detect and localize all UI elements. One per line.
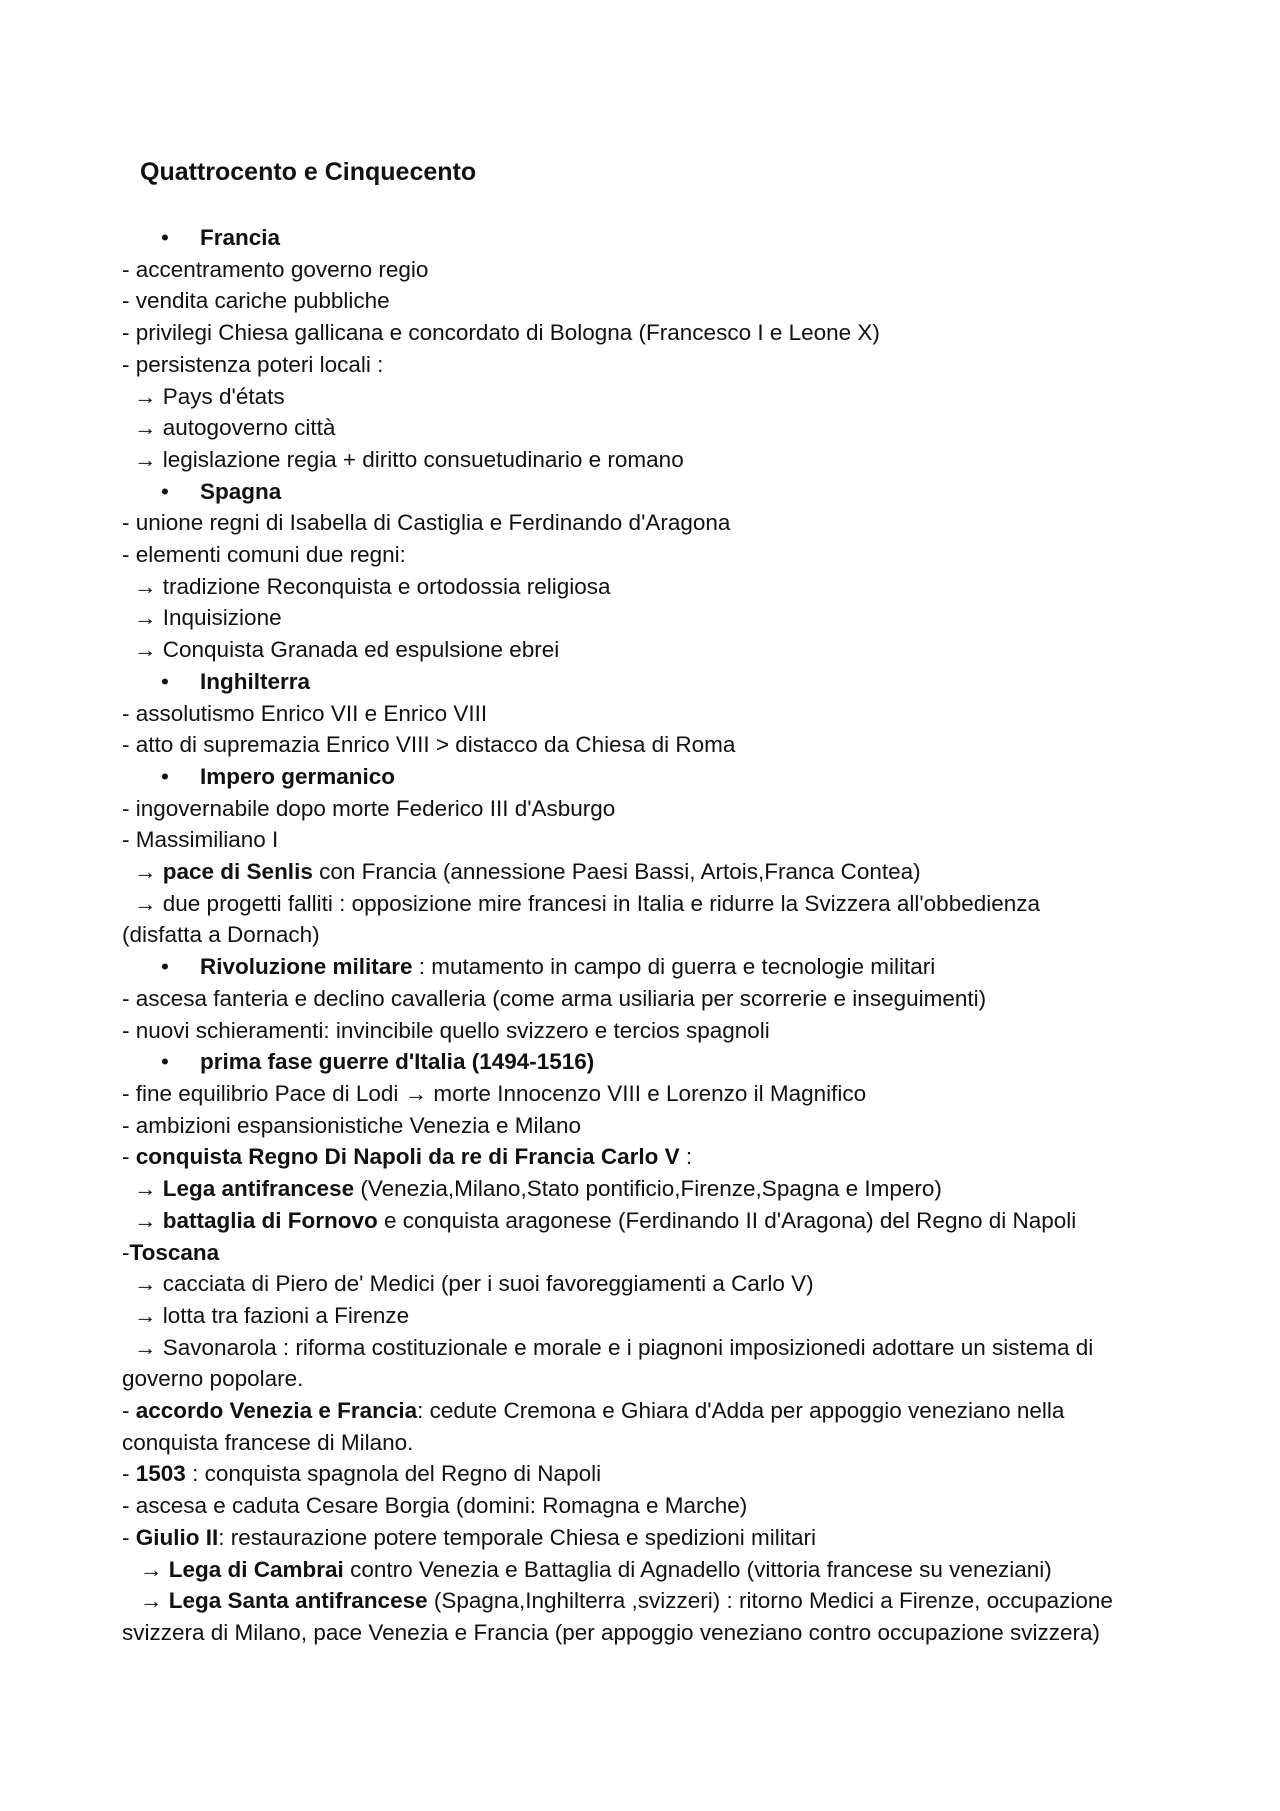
- list-item: - Massimiliano I: [122, 827, 279, 853]
- list-item: - assolutismo Enrico VII e Enrico VIII: [122, 700, 488, 726]
- arrow-icon: →: [140, 1556, 163, 1582]
- section-heading-spagna: • Spagna: [122, 476, 1162, 508]
- arrow-item: → Inquisizione: [134, 605, 282, 631]
- arrow-item: → Savonarola : riforma costituzionale e morale e i piagnoni imposizionedi adottare un sistema di governo popolare.: [122, 1334, 1094, 1392]
- list-item: - privilegi Chiesa gallicana e concordato di Bologna (Francesco I e Leone X): [122, 320, 880, 346]
- arrow-icon: →: [140, 1588, 163, 1614]
- arrow-icon: →: [134, 1302, 157, 1328]
- arrow-item: → battaglia di Fornovo e conquista aragonese (Ferdinando II d'Aragona) del Regno di Napoli: [134, 1207, 1077, 1233]
- list-item: - conquista Regno Di Napoli da re di Francia Carlo V :: [122, 1144, 693, 1170]
- list-item: - 1503 : conquista spagnola del Regno di Napoli: [122, 1461, 602, 1487]
- bullet-icon: •: [161, 1049, 169, 1075]
- arrow-item: → autogoverno città: [134, 415, 336, 441]
- list-item: - Giulio II: restaurazione potere temporale Chiesa e spedizioni militari: [122, 1524, 817, 1550]
- arrow-icon: →: [134, 1271, 157, 1297]
- arrow-icon: →: [134, 415, 157, 441]
- list-item: - ascesa fanteria e declino cavalleria (come arma usiliaria per scorrerie e inseguimenti): [122, 985, 987, 1011]
- arrow-icon: →: [134, 637, 157, 663]
- bullet-icon: •: [161, 225, 169, 250]
- page-title: Quattrocento e Cinquecento: [140, 158, 477, 186]
- section-heading-impero: • Impero germanico: [122, 761, 1162, 793]
- list-item-continuation: (disfatta a Dornach): [122, 922, 320, 948]
- list-item: -Toscana: [122, 1239, 220, 1265]
- section-heading-rivoluzione: • Rivoluzione militare : mutamento in campo di guerra e tecnologie militari: [122, 951, 1162, 983]
- list-item: - atto di supremazia Enrico VIII > distacco da Chiesa di Roma: [122, 732, 736, 758]
- bullet-icon: •: [161, 954, 169, 980]
- arrow-icon: →: [134, 1207, 157, 1233]
- list-item: - elementi comuni due regni:: [122, 542, 406, 568]
- arrow-item: → cacciata di Piero de' Medici (per i suoi favoreggiamenti a Carlo V): [134, 1271, 814, 1297]
- arrow-item: → Lega antifrancese (Venezia,Milano,Stato pontificio,Firenze,Spagna e Impero): [134, 1176, 942, 1202]
- arrow-icon: →: [134, 1334, 157, 1360]
- arrow-item: → due progetti falliti : opposizione mire francesi in Italia e ridurre la Svizzera all'obbedienza: [134, 890, 1041, 916]
- arrow-item: → Lega Santa antifrancese (Spagna,Inghilterra ,svizzeri) : ritorno Medici a Firenze, occupazione svizzera di Milano, pace Venezia e Francia (per appoggio veneziano contro occupazione svizzera): [122, 1588, 1113, 1645]
- arrow-item: → Pays d'états: [134, 383, 285, 409]
- bullet-icon: •: [161, 668, 169, 694]
- list-item: - persistenza poteri locali :: [122, 351, 384, 377]
- arrow-icon: →: [404, 1080, 428, 1106]
- arrow-item: → lotta tra fazioni a Firenze: [134, 1302, 410, 1328]
- arrow-icon: →: [134, 890, 157, 916]
- arrow-item: → tradizione Reconquista e ortodossia religiosa: [134, 573, 611, 599]
- section-heading-guerre: • prima fase guerre d'Italia (1494-1516): [122, 1046, 1162, 1078]
- list-item: - ambizioni espansionistiche Venezia e Milano: [122, 1112, 582, 1138]
- arrow-icon: →: [134, 573, 157, 599]
- arrow-item: → Lega di Cambrai contro Venezia e Battaglia di Agnadello (vittoria francese su veneziani): [140, 1556, 1052, 1582]
- list-item: - nuovi schieramenti: invincibile quello svizzero e tercios spagnoli: [122, 1017, 770, 1043]
- arrow-icon: →: [134, 859, 157, 885]
- arrow-icon: →: [134, 1176, 157, 1202]
- document-body: [122, 222, 1162, 1649]
- list-item: - ascesa e caduta Cesare Borgia (domini: Romagna e Marche): [122, 1493, 748, 1519]
- bullet-icon: •: [161, 763, 169, 789]
- list-item: - accordo Venezia e Francia: cedute Cremona e Ghiara d'Adda per appoggio veneziano nella conquista francese di Milano.: [122, 1398, 1065, 1455]
- arrow-icon: →: [134, 383, 157, 409]
- list-item: - ingovernabile dopo morte Federico III d'Asburgo: [122, 795, 616, 821]
- bullet-icon: •: [161, 478, 169, 504]
- section-heading-inghilterra: • Inghilterra: [122, 666, 1162, 698]
- list-item: - vendita cariche pubbliche: [122, 288, 390, 314]
- list-item: - fine equilibrio Pace di Lodi → morte Innocenzo VIII e Lorenzo il Magnifico: [122, 1080, 867, 1106]
- arrow-icon: →: [134, 605, 157, 631]
- section-heading-francia: • Francia: [122, 222, 1162, 254]
- list-item: - unione regni di Isabella di Castiglia e Ferdinando d'Aragona: [122, 510, 731, 536]
- list-item: - accentramento governo regio: [122, 256, 429, 282]
- arrow-icon: →: [134, 446, 157, 472]
- arrow-item: → legislazione regia + diritto consuetudinario e romano: [134, 446, 684, 472]
- arrow-item: → pace di Senlis con Francia (annessione Paesi Bassi, Artois,Franca Contea): [134, 859, 921, 885]
- arrow-item: → Conquista Granada ed espulsione ebrei: [134, 637, 560, 663]
